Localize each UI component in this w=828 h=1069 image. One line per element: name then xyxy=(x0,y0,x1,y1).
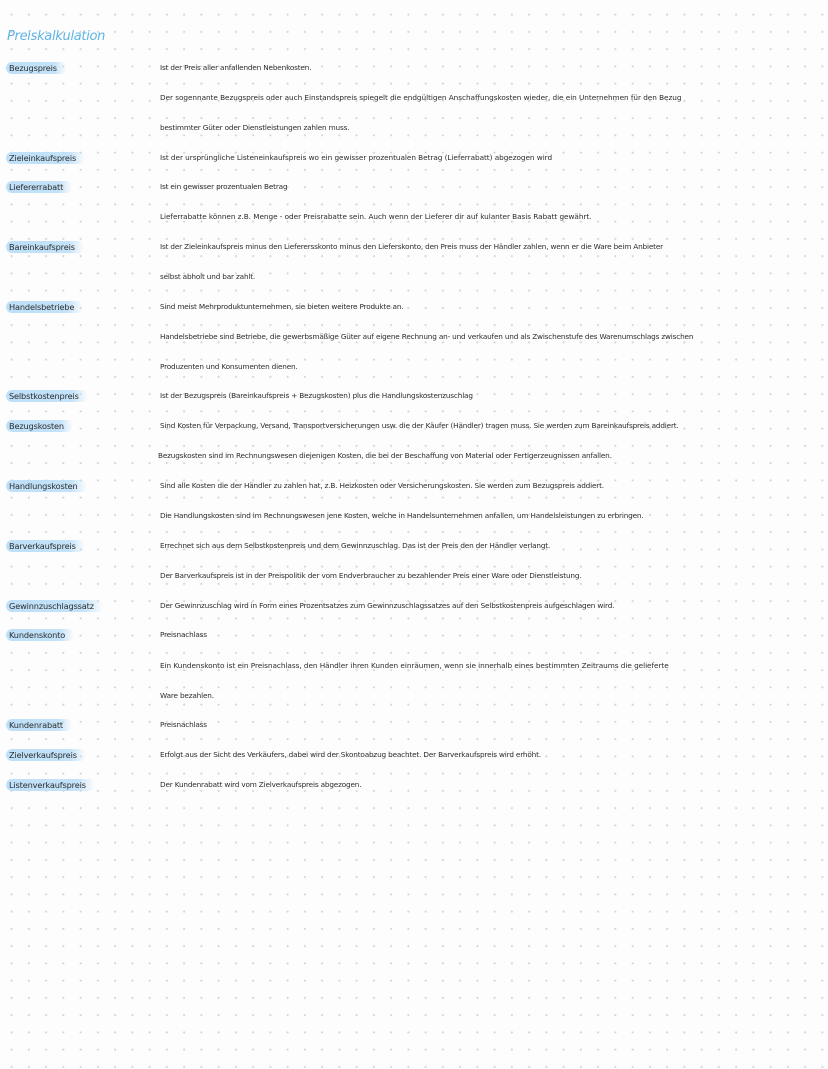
term-kundenrabatt: Kundenrabatt xyxy=(6,719,72,731)
definition-line: Handelsbetriebe sind Betriebe, die gewerbsmäßige Güter auf eigene Rechnung an- und verkaufen und als Zwischenstufe des Warenumschlags zwischen xyxy=(160,332,694,341)
term-bezugskosten: Bezugskosten xyxy=(6,420,73,432)
definition-line: Ein Kundenskonto ist ein Preisnachlass, den Händler ihren Kunden einräumen, wenn sie innerhalb eines bestimmten Zeitraums die gelieferte xyxy=(160,661,669,670)
term-listenverkaufspreis: Listenverkaufspreis xyxy=(6,779,95,791)
definition-line: Der Kundenrabatt wird vom Zielverkaufspreis abgezogen. xyxy=(160,780,362,789)
definition-line: Lieferrabatte können z.B. Menge - oder Preisrabatte sein. Auch wenn der Lieferer dir auf kulanter Basis Rabatt gewährt. xyxy=(160,212,592,221)
page-title: Preiskalkulation xyxy=(7,29,106,44)
definition-line: Errechnet sich aus dem Selbstkostenpreis und dem Gewinnzuschlag. Das ist der Preis den der Händler verlangt. xyxy=(160,541,551,550)
definition-line: Bezugskosten sind im Rechnungswesen diejenigen Kosten, die bei der Beschaffung von Material oder Fertigerzeugnissen anfallen. xyxy=(158,451,612,460)
term-liefererrabatt: Liefererrabatt xyxy=(6,181,72,193)
definition-line: Sind alle Kosten die der Händler zu zahlen hat, z.B. Heizkosten oder Versicherungskosten. Sie werden zum Bezugspreis addiert. xyxy=(160,481,604,490)
definition-line: Preisnachlass xyxy=(160,720,207,729)
definition-line: Ist der Zieleinkaufspreis minus den Lieferersskonto minus den Lieferskonto, den Preis muss der Händler zahlen, wenn er die Ware beim Anbieter xyxy=(160,242,663,251)
term-barverkaufspreis: Barverkaufspreis xyxy=(6,540,85,552)
term-bareinkaufspreis: Bareinkaufspreis xyxy=(6,241,84,253)
definition-line: Der Barverkaufspreis ist in der Preispolitik der vom Endverbraucher zu bezahlender Preis einer Ware oder Dienstleistung. xyxy=(160,571,582,580)
definition-line: Ist der ursprüngliche Listeneinkaufspreis wo ein gewisser prozentualen Betrag (Lieferrabatt) abgezogen wird xyxy=(160,153,553,162)
term-handlungskosten: Handlungskosten xyxy=(6,480,87,492)
definition-line: Ware bezahlen. xyxy=(160,691,214,700)
definition-line: Sind Kosten für Verpackung, Versand, Transportversicherungen usw. die der Käufer (Händler) tragen muss. Sie werden zum Bareinkaufspreis addiert. xyxy=(160,421,679,430)
term-kundenskonto: Kundenskonto xyxy=(6,629,74,641)
definition-line: Die Handlungskosten sind im Rechnungswesen jene Kosten, welche in Handelsunternehmen anfallen, um Handelsleistungen zu erbringen. xyxy=(160,511,644,520)
definition-line: Ist der Bezugspreis (Bareinkaufspreis + Bezugskosten) plus die Handlungskostenzuschlag xyxy=(160,391,473,400)
definition-line: selbst abholt und bar zahlt. xyxy=(160,272,256,281)
definition-line: Produzenten und Konsumenten dienen. xyxy=(160,362,298,371)
term-zieleinkaufspreis: Zieleinkaufspreis xyxy=(6,152,85,164)
definition-line: Ist der Preis aller anfallenden Nebenkosten. xyxy=(160,63,312,72)
term-selbstkostenpreis: Selbstkostenpreis xyxy=(6,390,88,402)
definition-line: Erfolgt aus der Sicht des Verkäufers, dabei wird der Skontoabzug beachtet. Der Barverkaufspreis wird erhöht. xyxy=(160,750,541,759)
definition-line: Der sogennante Bezugspreis oder auch Einstandspreis spiegelt die endgültigen Anschaffungskosten wieder, die ein Unternehmen für den Bezug xyxy=(160,93,682,102)
term-gewinnzuschlagssatz: Gewinnzuschlagssatz xyxy=(6,600,103,612)
term-zielverkaufspreis: Zielverkaufspreis xyxy=(6,749,86,761)
definition-line: Ist ein gewisser prozentualen Betrag xyxy=(160,182,288,191)
definition-line: Der Gewinnzuschlag wird in Form eines Prozentsatzes zum Gewinnzuschlagssatzes auf den Selbstkostenpreis aufgeschlagen wird. xyxy=(160,601,615,610)
definition-line: Sind meist Mehrproduktunternehmen, sie bieten weitere Produkte an. xyxy=(160,302,404,311)
definition-line: Preisnachlass xyxy=(160,630,207,639)
term-bezugspreis: Bezugspreis xyxy=(6,62,66,74)
definition-line: bestimmter Güter oder Dienstleistungen zahlen muss. xyxy=(160,123,350,132)
term-handelsbetriebe: Handelsbetriebe xyxy=(6,301,83,313)
